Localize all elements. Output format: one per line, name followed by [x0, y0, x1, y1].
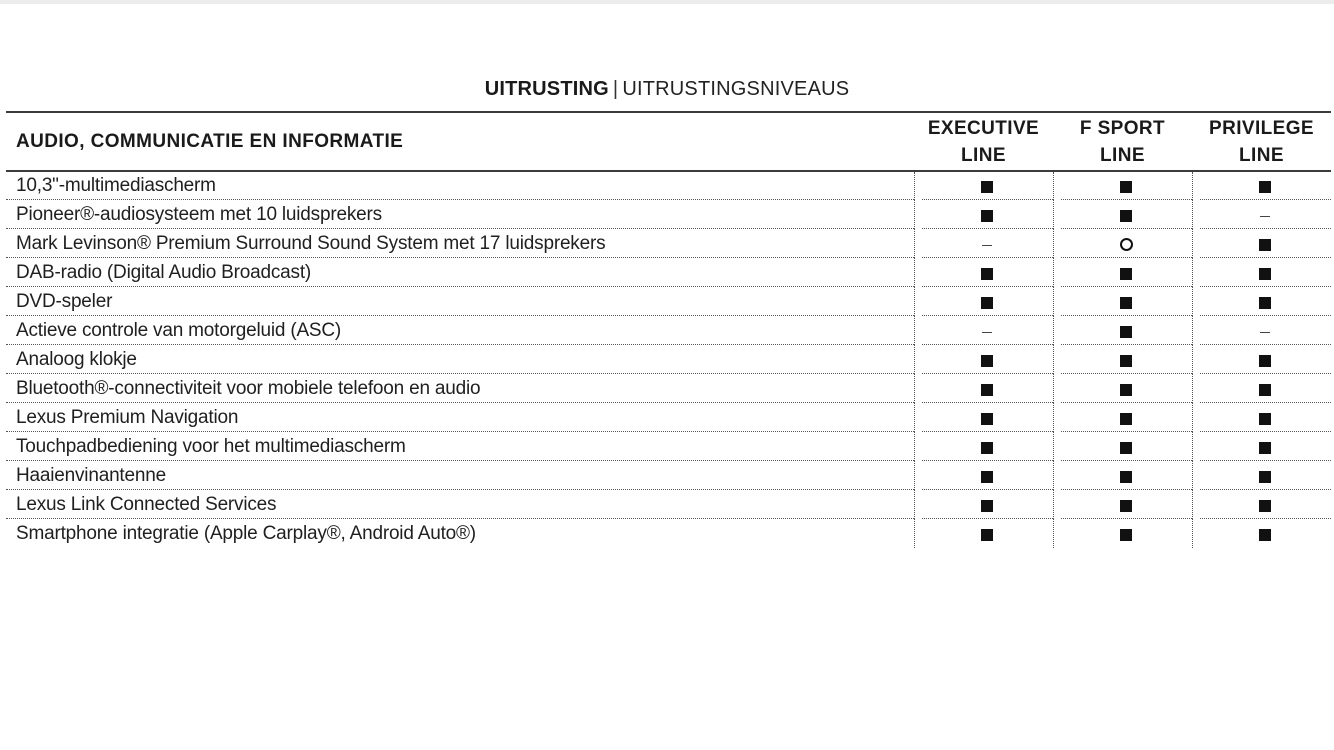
standard-square-icon [1120, 355, 1132, 367]
column-header-line2: LINE [1100, 144, 1145, 166]
standard-square-icon [1120, 442, 1132, 454]
standard-square-icon [1120, 326, 1132, 338]
standard-square-icon [1120, 181, 1132, 193]
standard-square-icon [981, 384, 993, 396]
availability-cell [1192, 461, 1331, 490]
standard-square-icon [1259, 442, 1271, 454]
standard-square-icon [1120, 268, 1132, 280]
feature-cell [6, 345, 914, 374]
availability-cell [1053, 316, 1192, 345]
top-band [0, 0, 1334, 4]
feature-label: Mark Levinson® Premium Surround Sound System met 17 luidsprekers [6, 232, 914, 258]
availability-cell [1053, 403, 1192, 432]
column-header-line1: EXECUTIVE [927, 117, 1040, 139]
table-row [6, 171, 1331, 200]
table-row [6, 432, 1331, 461]
availability-cell [914, 432, 1053, 461]
feature-label: Bluetooth®-connectiviteit voor mobiele telefoon en audio [6, 377, 914, 403]
availability-cell [1192, 287, 1331, 316]
standard-square-icon [981, 355, 993, 367]
page-title-light: UITRUSTINGSNIVEAUS [622, 78, 850, 100]
availability-cell [914, 316, 1053, 345]
availability-cell [1192, 171, 1331, 200]
table-row [6, 258, 1331, 287]
standard-square-icon [1259, 297, 1271, 309]
table-row [6, 519, 1331, 548]
standard-square-icon [981, 413, 993, 425]
standard-square-icon [1259, 355, 1271, 367]
feature-label: DAB-radio (Digital Audio Broadcast) [6, 261, 914, 287]
feature-label: Haaienvinantenne [6, 464, 914, 490]
availability-cell [1192, 345, 1331, 374]
standard-square-icon [1259, 529, 1271, 541]
standard-square-icon [981, 500, 993, 512]
column-header-line2: LINE [1239, 144, 1284, 166]
standard-square-icon [1259, 471, 1271, 483]
availability-cell [1192, 519, 1331, 548]
standard-square-icon [1120, 529, 1132, 541]
equipment-table [6, 111, 1331, 548]
standard-square-icon [1120, 413, 1132, 425]
availability-cell [1053, 200, 1192, 229]
feature-label: Analoog klokje [6, 348, 914, 374]
feature-label: DVD-speler [6, 290, 914, 316]
not-available-dash-icon [1260, 332, 1270, 333]
table-body [6, 171, 1331, 548]
availability-cell [914, 200, 1053, 229]
standard-square-icon [1120, 500, 1132, 512]
table-row [6, 200, 1331, 229]
feature-label: Smartphone integratie (Apple Carplay®, Android Auto®) [16, 523, 476, 544]
standard-square-icon [981, 297, 993, 309]
availability-cell [1192, 229, 1331, 258]
availability-cell [914, 287, 1053, 316]
standard-square-icon [1120, 297, 1132, 309]
column-header-executive [914, 112, 1053, 171]
column-header-line1: F SPORT [1079, 117, 1166, 139]
column-header-f-sport [1053, 112, 1192, 171]
standard-square-icon [981, 210, 993, 222]
standard-square-icon [1120, 471, 1132, 483]
availability-cell [914, 490, 1053, 519]
feature-label: Lexus Premium Navigation [6, 406, 914, 432]
feature-cell [6, 258, 914, 287]
column-header-line1: PRIVILEGE [1209, 117, 1314, 139]
availability-cell [914, 229, 1053, 258]
feature-label: Lexus Link Connected Services [6, 493, 914, 519]
standard-square-icon [1259, 181, 1271, 193]
feature-label: 10,3"-multimediascherm [6, 174, 914, 200]
not-available-dash-icon [982, 332, 992, 333]
standard-square-icon [1259, 500, 1271, 512]
page-title-separator: | [612, 78, 619, 100]
standard-square-icon [1259, 384, 1271, 396]
optional-circle-icon [1120, 238, 1133, 251]
availability-cell [1053, 229, 1192, 258]
feature-cell [6, 229, 914, 258]
availability-cell [1053, 345, 1192, 374]
table-row [6, 345, 1331, 374]
availability-cell [914, 374, 1053, 403]
availability-cell [914, 403, 1053, 432]
table-row [6, 316, 1331, 345]
availability-cell [1192, 490, 1331, 519]
feature-cell [6, 200, 914, 229]
availability-cell [1053, 287, 1192, 316]
standard-square-icon [981, 529, 993, 541]
page-title-bold: UITRUSTING [484, 78, 609, 100]
availability-cell [1192, 403, 1331, 432]
availability-cell [914, 519, 1053, 548]
feature-label: Actieve controle van motorgeluid (ASC) [6, 319, 914, 345]
availability-cell [1053, 519, 1192, 548]
not-available-dash-icon [1260, 216, 1270, 217]
standard-square-icon [1259, 268, 1271, 280]
standard-square-icon [981, 442, 993, 454]
section-title: AUDIO, COMMUNICATIE EN INFORMATIE [6, 112, 914, 171]
feature-cell [6, 432, 914, 461]
availability-cell [1053, 374, 1192, 403]
availability-cell [1192, 316, 1331, 345]
table-row [6, 229, 1331, 258]
availability-cell [1192, 432, 1331, 461]
table-row [6, 403, 1331, 432]
feature-cell [6, 519, 914, 548]
availability-cell [914, 461, 1053, 490]
availability-cell [1192, 200, 1331, 229]
table-row [6, 490, 1331, 519]
availability-cell [1053, 258, 1192, 287]
availability-cell [914, 258, 1053, 287]
feature-cell [6, 316, 914, 345]
column-header-line2: LINE [961, 144, 1006, 166]
table-header-row [6, 112, 1331, 171]
standard-square-icon [1120, 210, 1132, 222]
standard-square-icon [981, 181, 993, 193]
standard-square-icon [981, 268, 993, 280]
table-row [6, 461, 1331, 490]
availability-cell [1053, 432, 1192, 461]
availability-cell [1053, 171, 1192, 200]
feature-label: Pioneer®-audiosysteem met 10 luidsprekers [6, 203, 914, 229]
feature-cell [6, 403, 914, 432]
standard-square-icon [981, 471, 993, 483]
availability-cell [1053, 461, 1192, 490]
feature-cell [6, 374, 914, 403]
page-title [0, 78, 1334, 101]
feature-cell [6, 490, 914, 519]
feature-label: Touchpadbediening voor het multimediascherm [6, 435, 914, 461]
availability-cell [914, 345, 1053, 374]
standard-square-icon [1259, 239, 1271, 251]
availability-cell [914, 171, 1053, 200]
availability-cell [1192, 258, 1331, 287]
feature-cell [6, 287, 914, 316]
not-available-dash-icon [982, 245, 992, 246]
standard-square-icon [1120, 384, 1132, 396]
standard-square-icon [1259, 413, 1271, 425]
availability-cell [1192, 374, 1331, 403]
feature-cell [6, 171, 914, 200]
column-header-privilege [1192, 112, 1331, 171]
availability-cell [1053, 490, 1192, 519]
table-row [6, 287, 1331, 316]
table-row [6, 374, 1331, 403]
feature-cell [6, 461, 914, 490]
